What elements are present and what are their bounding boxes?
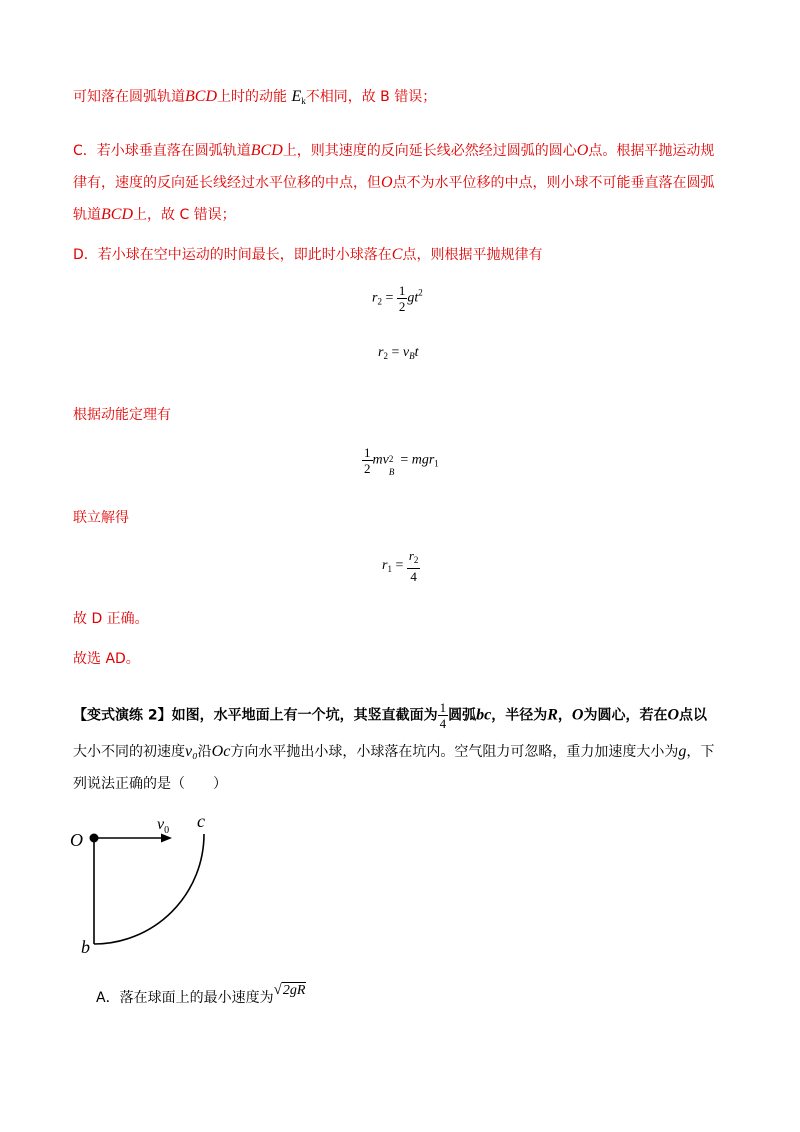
label-c: c [197,811,205,831]
equation-2: $r_2 = v_Bt$ [378,345,419,361]
solution-c-line1: C．若小球垂直落在圆弧轨道BCD上，则其速度的反向延长线必然经过圆弧的圆心O点。根据平抛运动规 [73,142,715,159]
solution-c-line2: 律有，速度的反向延长线经过水平位移的中点，但O点不为水平位移的中点，则小球不可能垂直落在圆弧 [73,174,715,191]
solution-d-line: D．若小球在空中运动的时间最长，即此时小球落在C点，则根据平抛规律有 [73,246,543,263]
equation-1: $r_2$ = $\frac{1}{2}$ $gt^2$ [372,283,423,314]
combine-text: 联立解得 [73,510,129,526]
option-a: A．落在球面上的最小速度为√2gR [96,982,306,1006]
sqrt-expression: √2gR [273,982,306,998]
point-o [90,834,99,843]
d-correct-text: 故 D 正确。 [73,611,149,627]
solution-line-b: 可知落在圆弧轨道BCD上时的动能 $E_k$不相同，故 B 错误； [73,88,437,106]
answer-text: 故选 AD。 [73,651,140,667]
problem-line-2: 大小不同的初速度v₀沿Oc方向水平抛出小球，小球落在坑内。空气阻力可忽略，重力加速度大小为g，下 [73,743,715,760]
problem-line-3: 列说法正确的是（ ） [73,776,227,792]
ek-symbol: $E_k$ [291,88,306,106]
label-o: O [70,830,83,850]
energy-theorem-text: 根据动能定理有 [73,407,171,423]
label-v0: $v_0$ [157,816,170,836]
arc-bc [94,834,204,944]
pit-figure [65,812,245,962]
equation-3: $\frac{1}{2}$ mv 2 B = mgr$_1$ [364,445,439,477]
label-b: b [81,937,90,957]
problem-header: 【变式演练 2】如图，水平地面上有一个坑，其竖直截面为 $\frac{1}{4}$ 圆弧bc，半径为R，O为圆心，若在O点以 [73,700,708,731]
solution-c-line3: 轨道BCD上，故 C 错误； [73,206,236,223]
equation-4: $r_1$ = $\frac{r_2}{4}$ [382,548,419,584]
